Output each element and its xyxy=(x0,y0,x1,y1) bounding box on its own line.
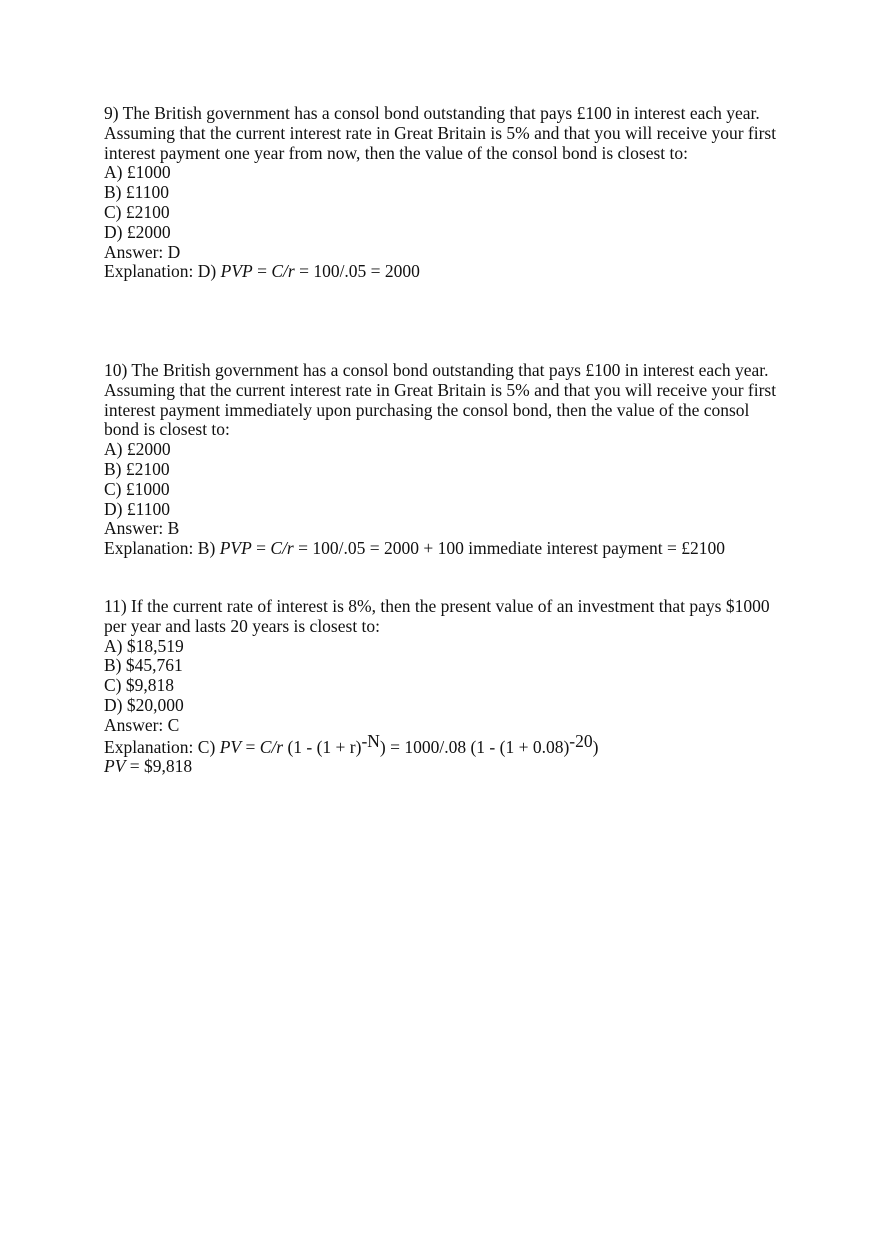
formula-term: C/r xyxy=(270,538,294,559)
stem-line: Assuming that the current interest rate in Great Britain is 5% and that you will receive your first xyxy=(104,379,777,400)
option-a: A) £2000 xyxy=(104,439,171,460)
option-c: C) £2100 xyxy=(104,201,170,222)
answer-line: Answer: D xyxy=(104,241,181,262)
option-a: A) £1000 xyxy=(104,162,171,183)
exponent: -N xyxy=(361,730,380,751)
formula-term: C/r xyxy=(259,736,284,757)
formula-term: PVP xyxy=(220,261,253,282)
stem-line: 9) The British government has a consol bond outstanding that pays £100 in interest each year. xyxy=(104,103,760,123)
answer-line: Answer: C xyxy=(104,714,180,735)
stem-line: bond is closest to: xyxy=(104,419,230,440)
option-c: C) $9,818 xyxy=(104,675,174,696)
result-line xyxy=(104,757,784,777)
question-stem xyxy=(104,104,784,163)
formula-equals: = xyxy=(241,736,260,757)
formula-part: ) xyxy=(592,736,599,757)
formula-term: PV xyxy=(104,756,126,777)
explanation-prefix: Explanation: B) xyxy=(104,538,220,559)
stem-line: 10) The British government has a consol bond outstanding that pays £100 in interest each year. xyxy=(104,360,769,380)
option-d: D) £1100 xyxy=(104,498,170,519)
formula-term: PV xyxy=(219,736,242,757)
explanation-prefix: Explanation: D) xyxy=(104,261,221,282)
formula-term: C/r xyxy=(271,261,295,282)
result-value: = $9,818 xyxy=(125,756,193,777)
formula-term: PVP xyxy=(219,538,252,559)
question-stem xyxy=(104,361,784,440)
explanation-line xyxy=(104,539,784,559)
option-c: C) £1000 xyxy=(104,478,170,499)
question-10 xyxy=(104,361,784,559)
formula-equals: = xyxy=(251,538,271,559)
explanation-line xyxy=(104,262,784,282)
answer-line: Answer: B xyxy=(104,518,180,539)
formula-part: ) = 1000/.08 (1 - (1 + 0.08) xyxy=(379,736,570,757)
explanation-prefix: Explanation: C) xyxy=(104,736,220,757)
formula-rest: = 100/.05 = 2000 + 100 immediate interest payment = £2100 xyxy=(293,538,725,559)
stem-line: 11) If the current rate of interest is 8%, then the present value of an investment that pays $1000 xyxy=(104,596,770,616)
option-d: D) $20,000 xyxy=(104,694,184,715)
formula-part: (1 - (1 + r) xyxy=(283,736,362,757)
option-b: B) $45,761 xyxy=(104,655,183,676)
stem-line: interest payment immediately upon purchasing the consol bond, then the value of the consol xyxy=(104,399,750,420)
option-b: B) £2100 xyxy=(104,458,170,479)
explanation-line xyxy=(104,730,784,758)
option-b: B) £1100 xyxy=(104,182,169,203)
formula-rest: = 100/.05 = 2000 xyxy=(294,261,420,282)
formula-equals: = xyxy=(252,261,272,282)
stem-line: Assuming that the current interest rate in Great Britain is 5% and that you will receive your first xyxy=(104,122,777,143)
exponent: -20 xyxy=(569,730,593,751)
stem-line: per year and lasts 20 years is closest to: xyxy=(104,615,381,636)
option-d: D) £2000 xyxy=(104,221,171,242)
stem-line: interest payment one year from now, then the value of the consol bond is closest to: xyxy=(104,142,688,163)
question-stem xyxy=(104,597,784,637)
question-9 xyxy=(104,104,784,282)
question-11 xyxy=(104,597,784,777)
option-a: A) $18,519 xyxy=(104,635,184,656)
